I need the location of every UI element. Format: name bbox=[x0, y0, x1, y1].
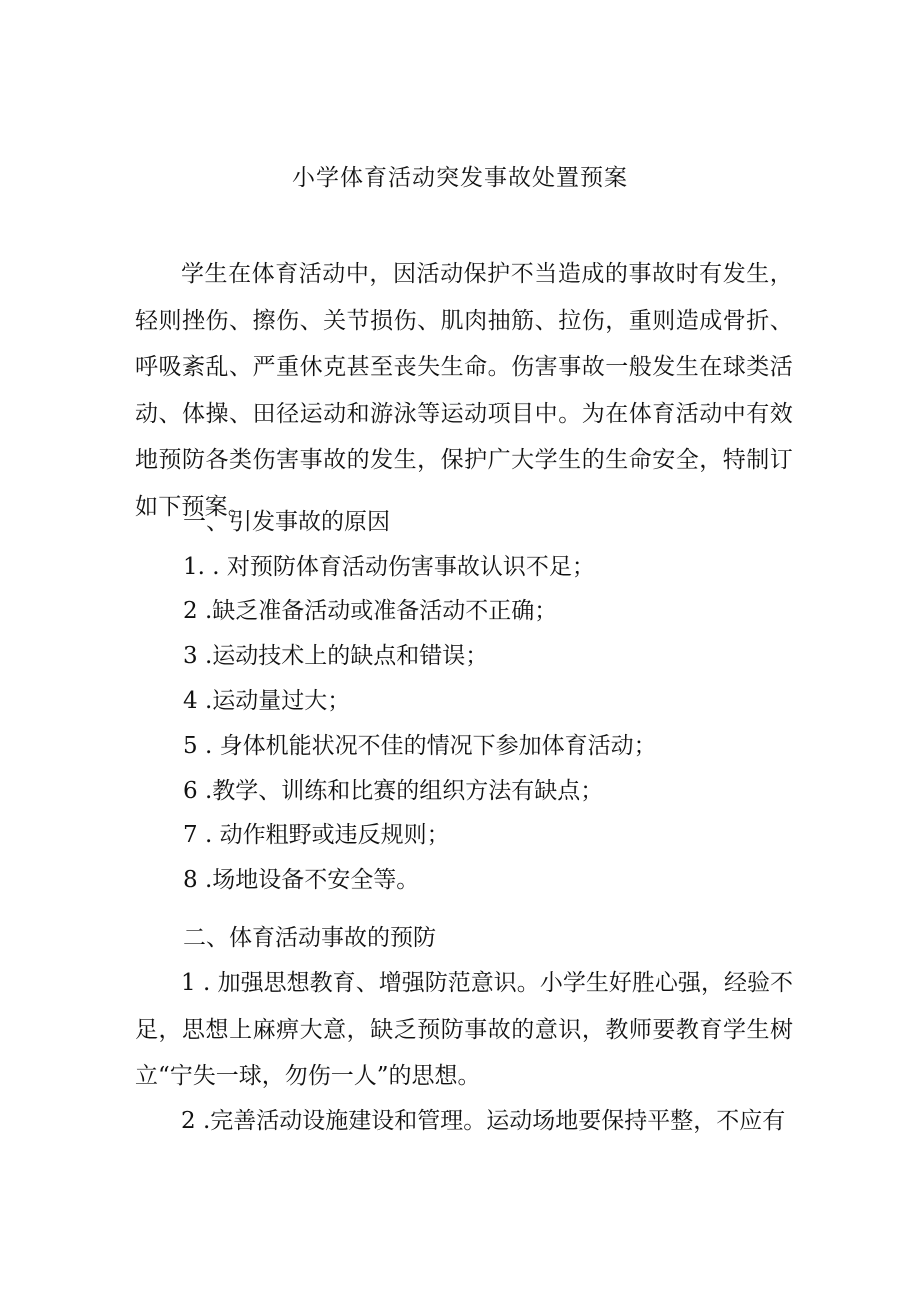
section1-item-8: 8 .场地设备不安全等。 bbox=[183, 867, 420, 893]
section1-heading: 一、引发事故的原因 bbox=[183, 509, 390, 535]
section1-item-5: 5 . 身体机能状况不佳的情况下参加体育活动； bbox=[183, 733, 657, 759]
section1-item-3: 3 .运动技术上的缺点和错误； bbox=[183, 643, 489, 669]
intro-paragraph: 学生在体育活动中，因活动保护不当造成的事故时有发生，轻则挫伤、擦伤、关节损伤、肌肉抽筋、拉伤，重则造成骨折、呼吸紊乱、严重休克甚至丧失生命。伤害事故一般发生在球类活动、体操、田径运动和游泳等运动项目中。为在体育活动中有效地预防各类伤害事故的发生，保护广大学生的生命安全，特制订如下预案。 bbox=[135, 261, 793, 520]
section1-item-4: 4 .运动量过大； bbox=[183, 688, 351, 714]
section1-item-1: 1. . 对预防体育活动伤害事故认识不足； bbox=[183, 554, 595, 580]
section2-heading: 二、体育活动事故的预防 bbox=[183, 925, 436, 951]
section1-item-2: 2 .缺乏准备活动或准备活动不正确； bbox=[183, 598, 558, 624]
section2-paragraph-2: 2 .完善活动设施建设和管理。运动场地要保持平整，不应有 bbox=[181, 1108, 786, 1134]
section1-item-7: 7 . 动作粗野或违反规则； bbox=[183, 822, 450, 848]
section2-paragraph-1: 1 . 加强思想教育、增强防范意识。小学生好胜心强，经验不足，思想上麻痹大意，缺乏预防事故的意识，教师要教育学生树立“宁失一球，勿伤一人”的思想。 bbox=[135, 970, 793, 1089]
document-title: 小学体育活动突发事故处置预案 bbox=[292, 165, 628, 191]
section1-item-6: 6 .教学、训练和比赛的组织方法有缺点； bbox=[183, 778, 604, 804]
